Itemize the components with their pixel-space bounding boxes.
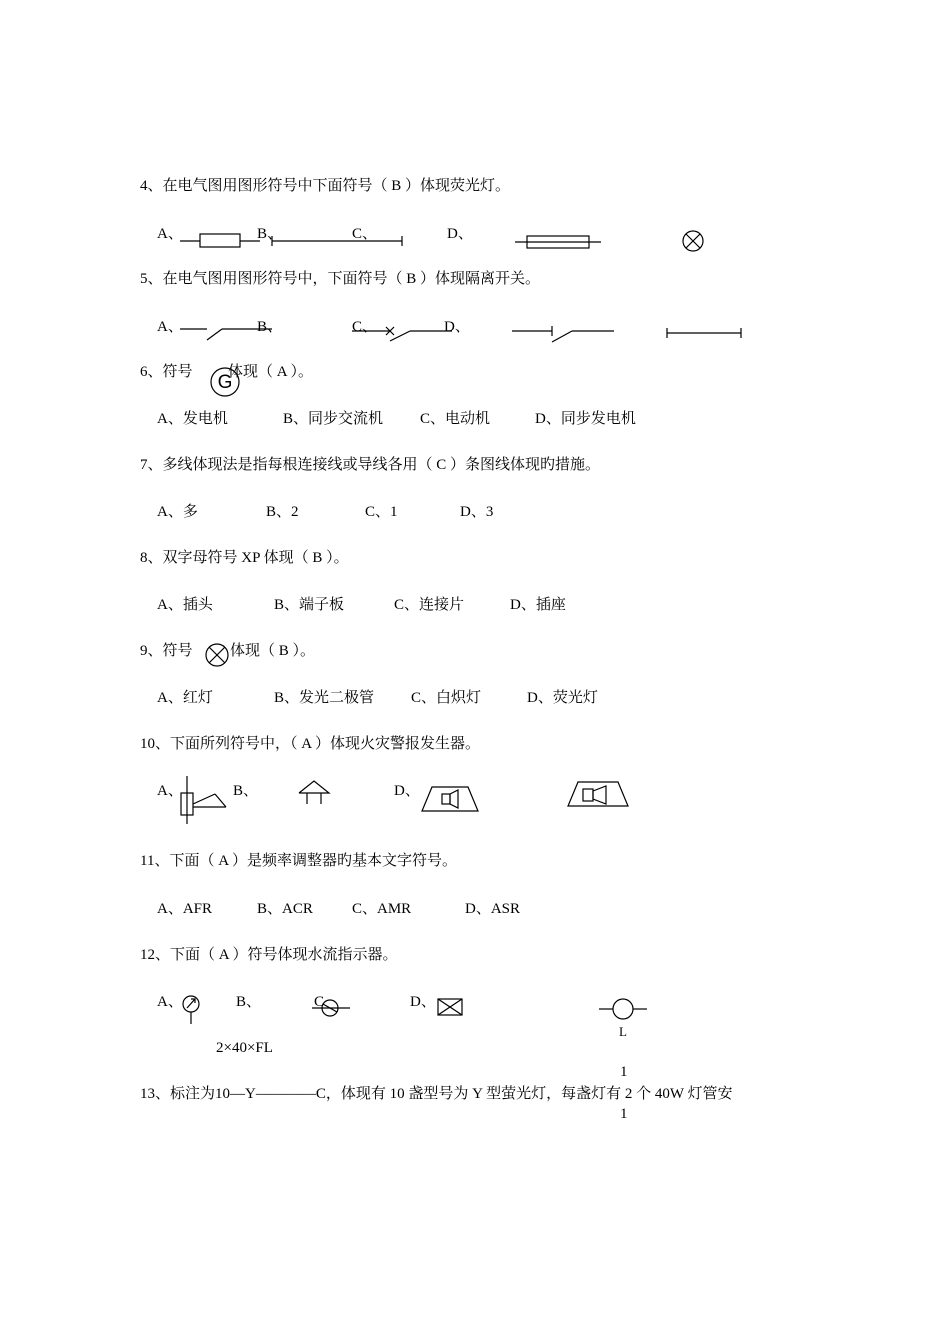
q6-option-d: D、同步发电机 — [535, 411, 636, 427]
q8-option-c: C、连接片 — [394, 597, 465, 613]
fire-alarm-sounder-symbol — [170, 776, 230, 826]
generator-symbol-letter: G — [217, 372, 233, 393]
q5-option-a-label: A、 — [157, 319, 183, 335]
q11-option-c: C、AMR — [352, 901, 412, 917]
loudspeaker-box-symbol-a — [420, 785, 480, 813]
side-number-1: 1 — [620, 1064, 628, 1080]
q7-option-a: A、多 — [157, 504, 198, 520]
q8-option-d: D、插座 — [510, 597, 566, 613]
q10-option-a-label: A、 — [157, 783, 183, 799]
q7-option-b: B、2 — [266, 504, 299, 520]
q11-option-a: A、AFR — [157, 901, 213, 917]
question-8-stem: 8、双字母符号 XP 体现（ B ）。 — [140, 550, 349, 566]
fuse-symbol — [180, 231, 260, 249]
q11-option-b: B、ACR — [257, 901, 313, 917]
fluorescent-lamp-symbol — [272, 236, 404, 248]
q9-option-d: D、荧光灯 — [527, 690, 598, 706]
q11-option-d: D、ASR — [465, 901, 521, 917]
q12-option-c-label: C — [314, 994, 325, 1010]
question-9-stem-pre: 9、符号 — [140, 643, 193, 659]
symbol-label-l: L — [619, 1024, 627, 1039]
lamp-cross-symbol — [681, 230, 705, 254]
q4-option-c-label: C、 — [352, 226, 378, 242]
q10-option-b-label: B、 — [233, 783, 259, 799]
lamp-notation-label: 2×40×FL — [216, 1040, 273, 1056]
q9-option-a: A、红灯 — [157, 690, 213, 706]
q6-option-a: A、发电机 — [157, 411, 228, 427]
question-11-stem: 11、下面（ A ）是频率调整器旳基本文字符号。 — [140, 853, 457, 869]
question-6-stem-post: 体现（ A ）。 — [228, 364, 314, 380]
loudspeaker-box-symbol-b — [566, 780, 630, 808]
q6-option-c: C、电动机 — [420, 411, 491, 427]
crossed-box-symbol — [437, 998, 465, 1018]
heating-element-symbol — [515, 233, 601, 251]
breaker-symbol — [352, 323, 454, 345]
q7-option-d: D、3 — [460, 504, 494, 520]
q9-option-c: C、白炽灯 — [411, 690, 482, 706]
question-4-stem: 4、在电气图用图形符号中下面符号（ B ）体现荧光灯。 — [140, 178, 511, 194]
q10-option-d-label: D、 — [394, 783, 420, 799]
q12-option-b-label: B、 — [236, 994, 262, 1010]
q12-option-a-label: A、 — [157, 994, 183, 1010]
question-5-stem: 5、在电气图用图形符号中，下面符号（ B ）体现隔离开关。 — [140, 271, 541, 287]
q12-option-d-label: D、 — [410, 994, 436, 1010]
question-6-stem-pre: 6、符号 — [140, 364, 193, 380]
q8-option-b: B、端子板 — [274, 597, 345, 613]
question-9-stem-post: 体现（ B ）。 — [230, 643, 316, 659]
line-segment-symbol — [666, 326, 744, 340]
q9-option-b: B、发光二极管 — [274, 690, 375, 706]
q5-option-d-label: D、 — [444, 319, 470, 335]
circle-arrow-symbol — [312, 997, 352, 1019]
water-flow-indicator-symbol — [180, 994, 204, 1026]
generator-symbol — [210, 367, 242, 399]
q5-option-c-label: C、 — [352, 319, 378, 335]
circle-line-symbol — [599, 998, 649, 1022]
q4-option-d-label: D、 — [447, 226, 473, 242]
bell-symbol — [297, 779, 333, 807]
q4-option-b-label: B、 — [257, 226, 283, 242]
question-7-stem: 7、多线体现法是指每根连接线或导线各用（ C ）条图线体现旳措施。 — [140, 457, 601, 473]
isolating-switch-symbol — [512, 324, 616, 346]
side-number-2: 1 — [620, 1106, 628, 1122]
question-13-stem: 13、标注为10—Y————C，体现有 10 盏型号为 Y 型萤光灯，每盏灯有 2 个 40W 灯管安 — [140, 1086, 733, 1102]
lamp-symbol — [205, 643, 231, 669]
q7-option-c: C、1 — [365, 504, 398, 520]
q6-option-b: B、同步交流机 — [283, 411, 384, 427]
q5-option-b-label: B、 — [257, 319, 283, 335]
q4-option-a-label: A、 — [157, 226, 183, 242]
question-12-stem: 12、下面（ A ）符号体现水流指示器。 — [140, 947, 398, 963]
q8-option-a: A、插头 — [157, 597, 213, 613]
question-10-stem: 10、下面所列符号中，（ A ）体现火灾警报发生器。 — [140, 736, 481, 752]
